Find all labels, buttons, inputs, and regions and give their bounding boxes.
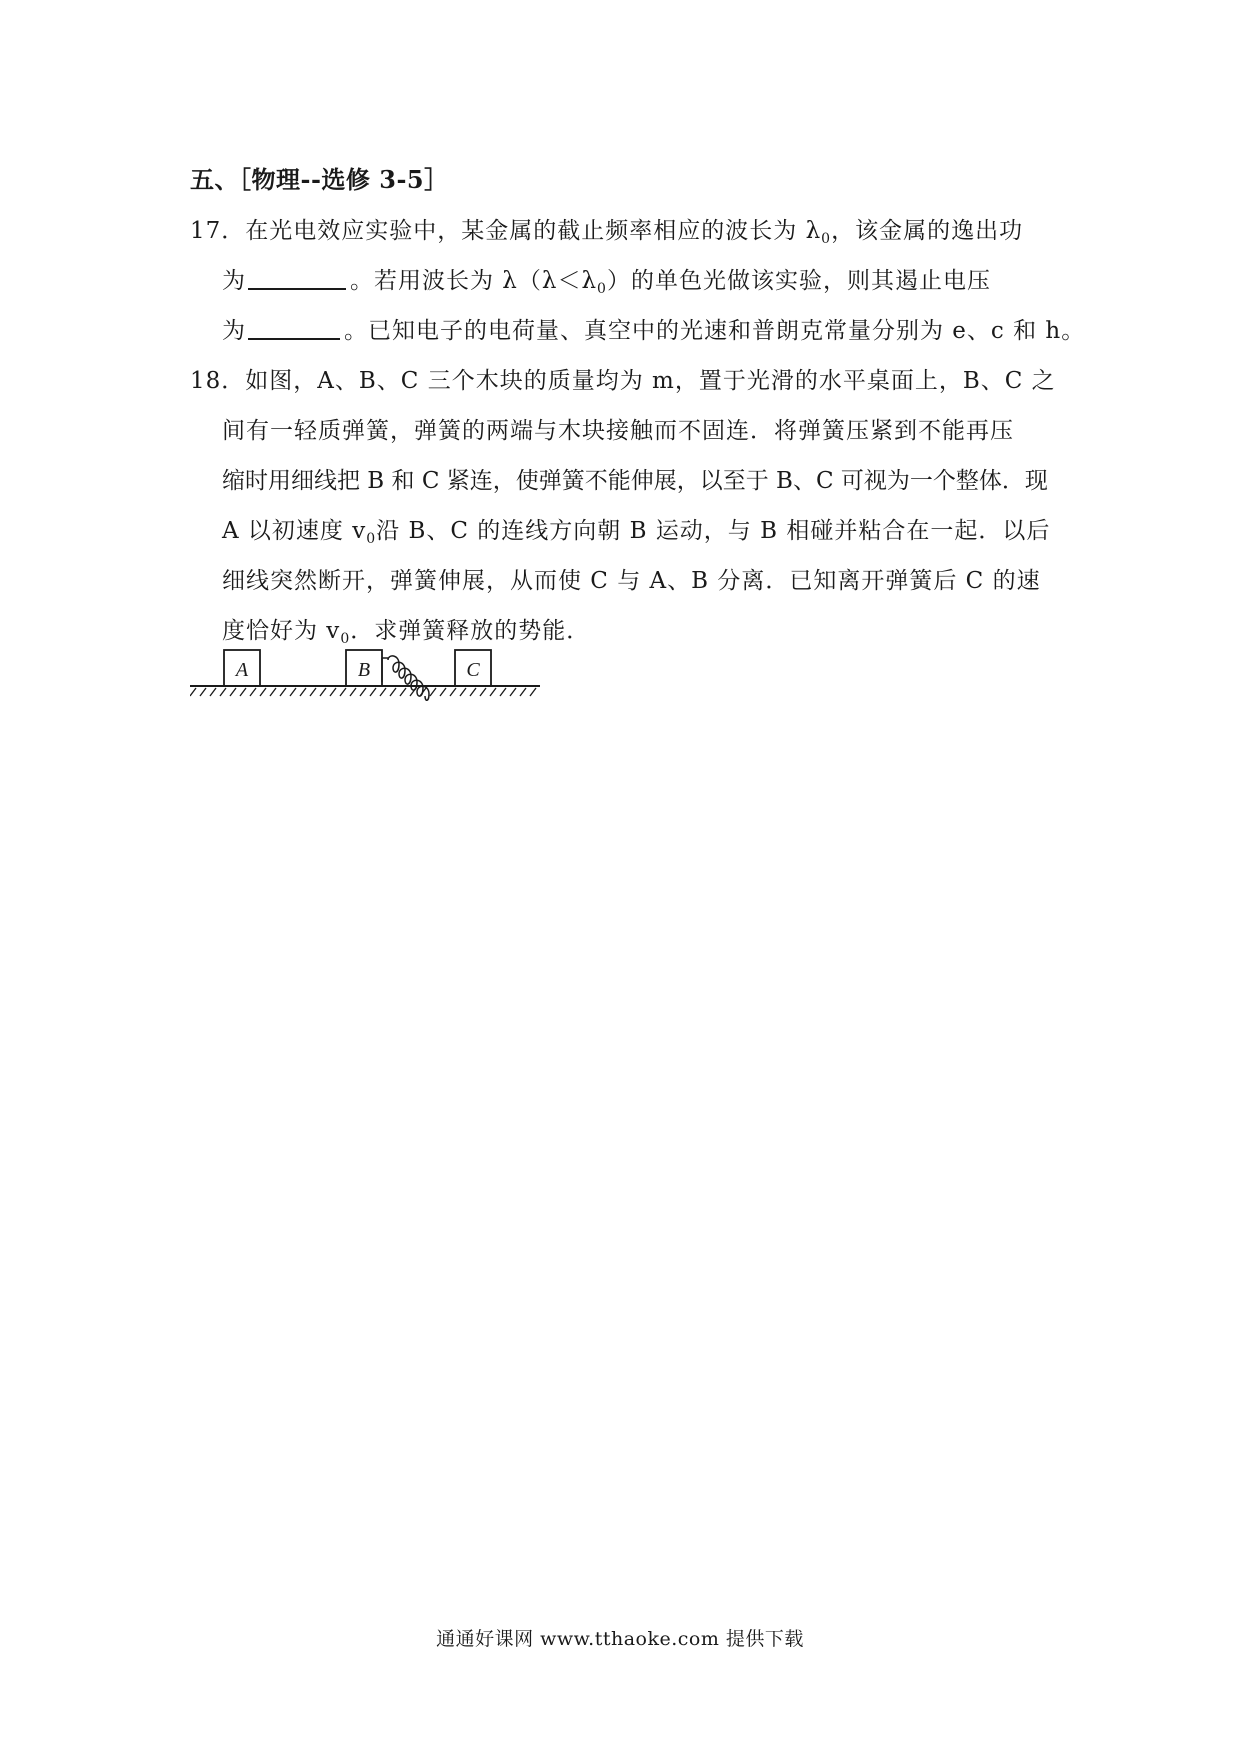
spring xyxy=(382,656,429,700)
q18-line-2: 间有一轻质弹簧，弹簧的两端与木块接触而不固连．将弹簧压紧到不能再压 xyxy=(222,418,1014,444)
section-title: 五、［物理--选修 3-5］ xyxy=(190,165,449,194)
q18-line-6: 度恰好为 $v_0$．求弹簧释放的势能． xyxy=(222,618,591,647)
ground-hatching xyxy=(190,688,536,696)
q17-line-1: 17．在光电效应实验中，某金属的截止频率相应的波长为 $\lambda_0$，该金属的逸出功 xyxy=(190,212,1023,245)
answer-blank[interactable] xyxy=(248,316,340,340)
q18-line-3: 缩时用细线把 B 和 C 紧连，使弹簧不能伸展，以至于 B、C 可视为一个整体．现 xyxy=(222,468,1048,494)
block-c-label: C xyxy=(466,659,480,681)
q18-line-5: 细线突然断开，弹簧伸展，从而使 C 与 A、B 分离．已知离开弹簧后 C 的速 xyxy=(222,568,1041,594)
footer-credit: 通通好课网 www.tthaoke.com 提供下载 xyxy=(436,1628,804,1650)
blocks-spring-figure xyxy=(190,648,546,708)
question-number: 18． xyxy=(190,368,246,394)
q17-line-3: 为 。已知电子的电荷量、真空中的光速和普朗克常量分别为 e、c 和 h。 xyxy=(222,318,1086,344)
q18-line-1: 18．如图，A、B、C 三个木块的质量均为 m，置于光滑的水平桌面上，B、C 之 xyxy=(190,362,1056,395)
answer-blank[interactable] xyxy=(248,266,346,290)
q17-line-2: 为 。若用波长为 $\lambda(\lambda<\lambda_0)$的单色光做该实验，则其遏止电压 xyxy=(222,268,991,297)
question-number: 17． xyxy=(190,218,246,244)
block-a-label: A xyxy=(235,659,249,681)
q18-line-4: A 以初速度 $v_0$沿 B、C 的连线方向朝 B 运动，与 B 相碰并粘合在一起．以后 xyxy=(222,518,1051,547)
block-b-label: B xyxy=(357,659,371,681)
